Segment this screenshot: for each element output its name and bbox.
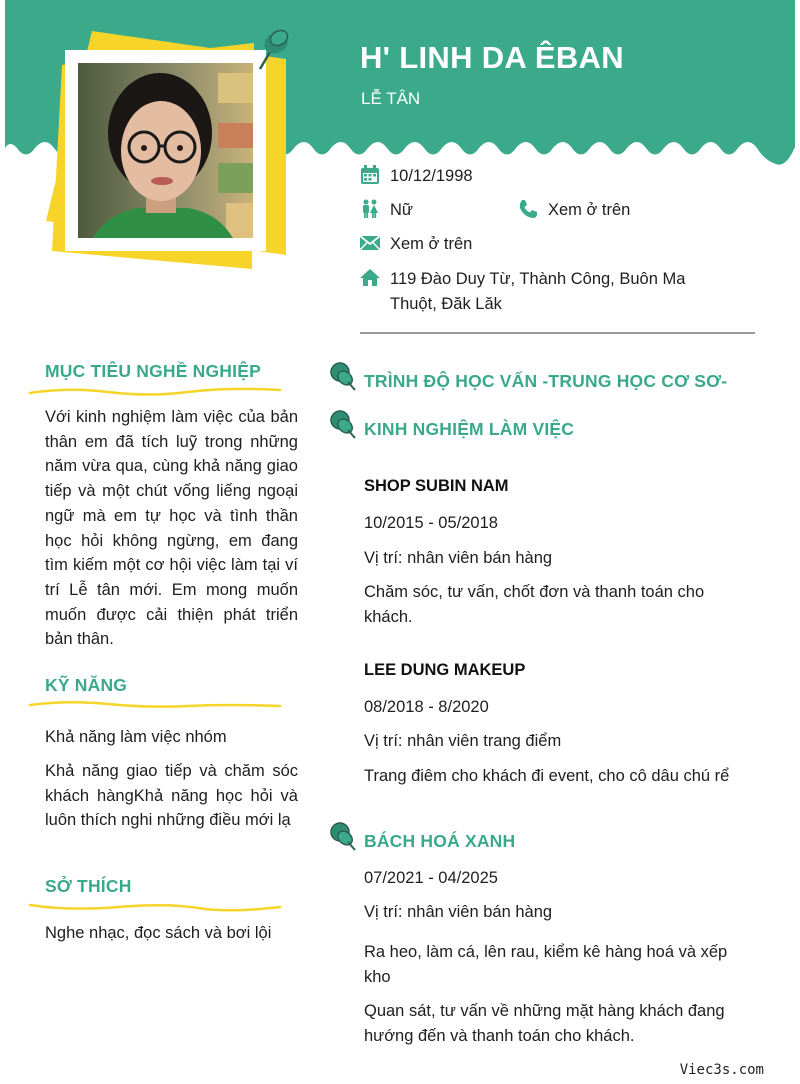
calendar-icon bbox=[360, 165, 380, 185]
hobbies-title: SỞ THÍCH bbox=[45, 876, 132, 896]
objective-underline bbox=[28, 384, 283, 400]
job-position: Vị trí: nhân viên bán hàng bbox=[364, 549, 553, 567]
experience-title: KINH NGHIỆM LÀM VIỆC bbox=[364, 419, 575, 439]
pushpin-icon bbox=[328, 360, 358, 392]
avatar-photo bbox=[78, 63, 253, 238]
job-detail: Chăm sóc, tư vấn, chốt đơn và thanh toán cho khách. bbox=[364, 583, 705, 626]
job-company: SHOP SUBIN NAM bbox=[364, 477, 509, 495]
gender-row bbox=[360, 198, 413, 223]
job-company: BÁCH HOÁ XANH bbox=[364, 831, 516, 851]
skills-underline bbox=[28, 697, 283, 713]
skills-title: KỸ NĂNG bbox=[45, 675, 128, 695]
job-period: 07/2021 - 04/2025 bbox=[364, 869, 498, 887]
birthday-row bbox=[360, 164, 473, 189]
hobbies-text: Nghe nhạc, đọc sách và bơi lội bbox=[45, 924, 272, 942]
job-company: LEE DUNG MAKEUP bbox=[364, 661, 526, 679]
job-detail: Ra heo, làm cá, lên rau, kiểm kê hàng hoá và xếp kho bbox=[364, 943, 728, 986]
phone-value: Xem ở trên bbox=[548, 201, 631, 219]
gender-icon bbox=[360, 199, 380, 219]
email-row bbox=[360, 232, 472, 257]
hobbies-underline bbox=[28, 899, 283, 915]
job-detail: Quan sát, tư vấn về những mặt hàng khách đang hướng đến và thanh toán cho khách. bbox=[364, 1002, 725, 1045]
pushpin-icon bbox=[328, 820, 358, 852]
job-period: 08/2018 - 8/2020 bbox=[364, 698, 489, 716]
address-row bbox=[360, 267, 730, 317]
job-detail: Trang điêm cho khách đi event, cho cô dâu chú rể bbox=[364, 767, 730, 785]
candidate-name: H' LINH DA ÊBAN bbox=[360, 40, 624, 75]
email-value: Xem ở trên bbox=[390, 235, 473, 253]
pushpin-icon bbox=[250, 24, 292, 74]
skill-item: Khả năng làm việc nhóm bbox=[45, 728, 227, 746]
pushpin-icon bbox=[328, 408, 358, 440]
skill-item: Khả năng giao tiếp và chăm sóc khách hàngKhả năng học hỏi và luôn thích nghi những điều mới lạ bbox=[45, 762, 298, 830]
watermark: Viec3s.com bbox=[679, 1062, 764, 1078]
candidate-role: LỄ TÂN bbox=[361, 89, 421, 108]
job-period: 10/2015 - 05/2018 bbox=[364, 514, 498, 532]
location-icon bbox=[360, 268, 380, 288]
phone-row bbox=[518, 198, 630, 223]
education-title: TRÌNH ĐỘ HỌC VẤN -TRUNG HỌC CƠ SƠ- bbox=[364, 371, 728, 391]
email-icon bbox=[360, 233, 380, 253]
objective-text: Với kinh nghiệm làm việc của bản thân em đã tích luỹ trong những năm vừa qua, cùng khả năng giao tiếp và một chút vống liếng ngoại ngữ mà em tự học và tình thần học hỏi không ngừng, em đang tìm kiếm một cơ hội việc làm tại ví trí Lễ tân mới. Em mong muốn muốn được cải thiện phát triển bản thân. bbox=[45, 408, 298, 649]
gender-value: Nữ bbox=[390, 201, 413, 219]
objective-title: MỤC TIÊU NGHỀ NGHIỆP bbox=[45, 361, 261, 381]
job-position: Vị trí: nhân viên trang điểm bbox=[364, 732, 562, 750]
job-position: Vị trí: nhân viên bán hàng bbox=[364, 903, 553, 921]
address-value: 119 Đào Duy Từ, Thành Công, Buôn Ma Thuột, Đăk Lăk bbox=[390, 270, 686, 313]
birthday-value: 10/12/1998 bbox=[390, 167, 473, 185]
header-divider bbox=[360, 332, 755, 334]
phone-icon bbox=[518, 199, 538, 219]
